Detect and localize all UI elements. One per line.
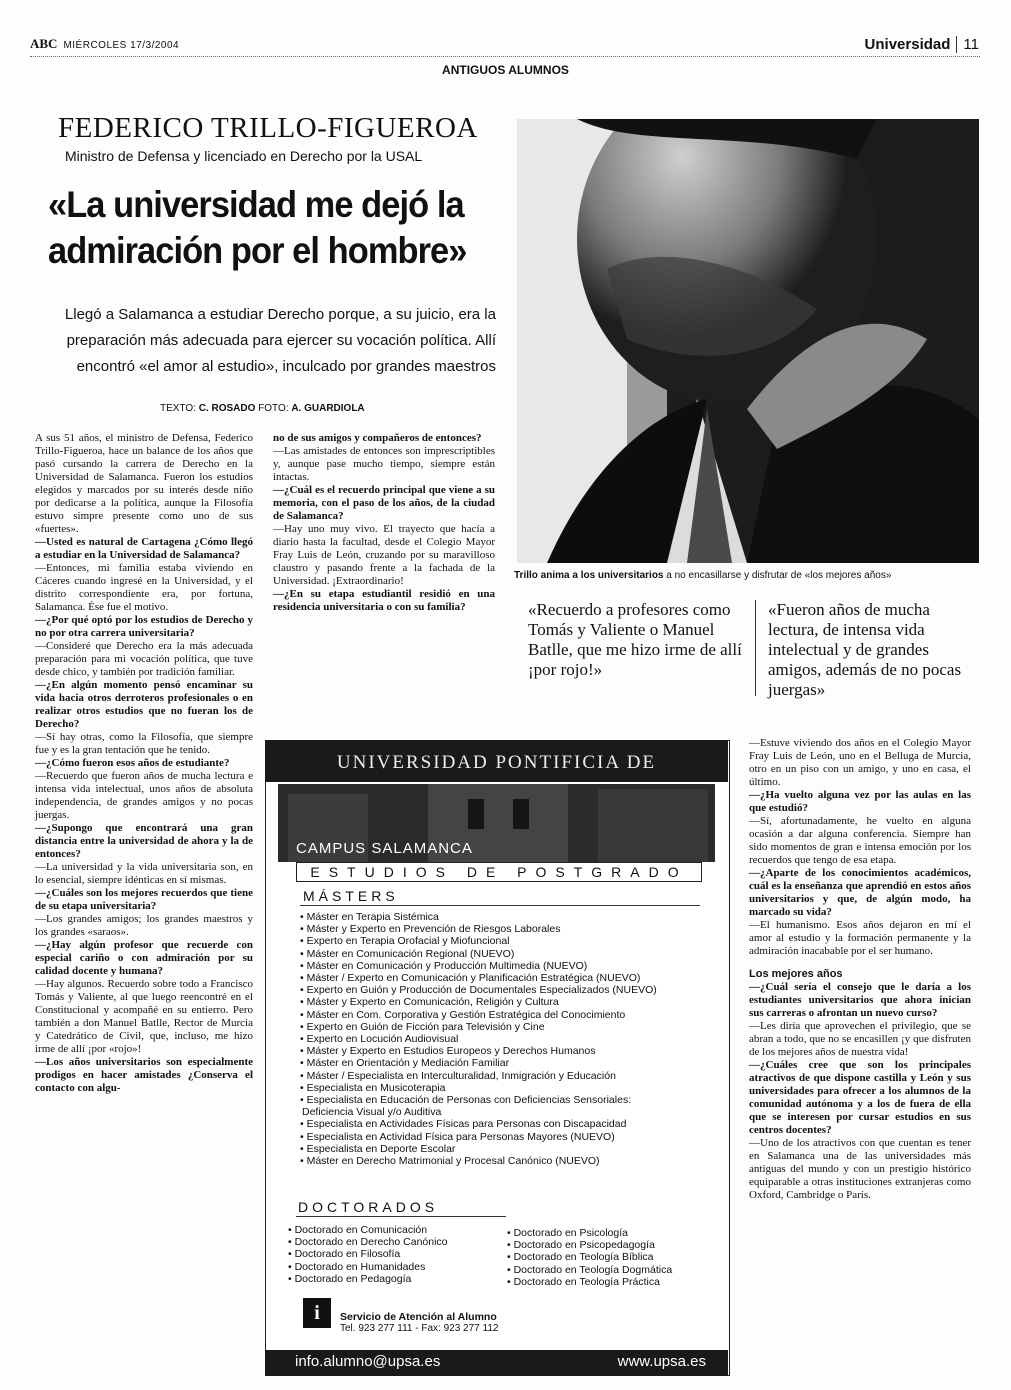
masters-item: • Experto en Locución Audiovisual (300, 1033, 720, 1045)
quote-divider (755, 600, 756, 696)
masters-item: • Máster y Experto en Comunicación, Religión y Cultura (300, 996, 720, 1008)
portrait-photo (517, 119, 979, 563)
masters-item: • Máster en Derecho Matrimonial y Procesal Canónico (NUEVO) (300, 1155, 720, 1167)
article-column-2 (273, 432, 495, 614)
doctorado-item: • Doctorado en Humanidades (288, 1261, 508, 1273)
masters-rule (300, 905, 700, 906)
interview-paragraph: —Sí, afortunadamente, he vuelto en alguna ocasión a dar alguna conferencia. Siempre han sido momentos de gran e intensa emoción por los recuerdos que tengo de esa etapa. (749, 815, 971, 866)
interviewee-subtitle: Ministro de Defensa y licenciado en Derecho por la USAL (65, 148, 423, 164)
masters-item: • Máster en Comunicación Regional (NUEVO) (300, 948, 720, 960)
doctorado-item: • Doctorado en Teología Dogmática (507, 1264, 717, 1276)
info-icon: i (303, 1298, 331, 1328)
interview-paragraph: —Uno de los atractivos con que cuentan es tener en Salamanca una de las universidades más antiguas del mundo y con un prestigio histórico equiparable a otras instituciones extranjeras como Oxford, Cambridge o París. (749, 1137, 971, 1201)
interview-question: —Usted es natural de Cartagena ¿Cómo llegó a estudiar en la Universidad de Salamanca? (35, 536, 253, 561)
doctorados-list-left (288, 1224, 508, 1285)
doctorado-item: • Doctorado en Derecho Canónico (288, 1236, 508, 1248)
masters-item: • Máster en Terapia Sistémica (300, 911, 720, 923)
masters-item-continuation: Deficiencia Visual y/o Auditiva (302, 1106, 442, 1119)
masters-item: • Especialista en Actividades Físicas para Personas con Discapacidad (300, 1118, 720, 1130)
advert-university-name: UNIVERSIDAD PONTIFICIA DE (265, 740, 728, 782)
article-column-1 (35, 432, 253, 1095)
interview-question: —¿Por qué optó por los estudios de Derecho y no por otra carrera universitaria? (35, 614, 253, 639)
advert-footer (265, 1350, 728, 1376)
interview-question: —¿En su etapa estudiantil residió en una residencia universitaria o con su familia? (273, 588, 495, 613)
masters-item: • Experto en Terapia Orofacial y Miofuncional (300, 935, 720, 947)
doctorado-item: • Doctorado en Psicología (507, 1227, 717, 1239)
masters-item: • Máster y Experto en Estudios Europeos y Derechos Humanos (300, 1045, 720, 1057)
postgrado-label: ESTUDIOS DE POSTGRADO (296, 862, 702, 882)
masters-item: • Máster y Experto en Prevención de Riesgos Laborales (300, 923, 720, 935)
interview-question: —¿Aparte de los conocimientos académicos, cuál es la enseñanza que aprendió en estos años universitarios y que, de algún modo, ha marcado su vida? (749, 867, 971, 918)
interview-question: —Los años universitarios son especialmente prodigos en hacer amistades ¿Conserva el contacto con algu- (35, 1056, 253, 1094)
standfirst: Llegó a Salamanca a estudiar Derecho porque, a su juicio, era la preparación más adecuada para ejercer su vocación política. Allí encontró «el amor al estudio», inculcado por grandes maestros (64, 306, 496, 375)
masters-item: • Experto en Guión de Ficción para Televisión y Cine (300, 1021, 720, 1033)
masters-item: • Máster en Comunicación y Producción Multimedia (NUEVO) (300, 960, 720, 972)
interview-question: no de sus amigos y compañeros de entonces? (273, 432, 482, 444)
interview-paragraph: —Consideré que Derecho era la más adecuada preparación para mi vocación política, que tuve desde chico, y también por tradición familiar. (35, 640, 253, 678)
interview-paragraph: —Les diría que aprovechen el privilegio, que se abran a todo, que no se encasillen ¡y que disfruten de los mejores años de nuestra vida! (749, 1020, 971, 1058)
interview-question: —¿Cómo fueron esos años de estudiante? (35, 757, 230, 769)
doctorado-item: • Doctorado en Comunicación (288, 1224, 508, 1236)
article-column-3 (749, 737, 971, 1202)
masters-item: • Especialista en Actividad Física para Personas Mayores (NUEVO) (300, 1131, 720, 1143)
interview-paragraph: —Los grandes amigos; los grandes maestros y los grandes «saraos». (35, 913, 253, 938)
interview-paragraph: A sus 51 años, el ministro de Defensa, Federico Trillo-Figueroa, hace un balance de los años que pasó cursando la carrera de Derecho en la Universidad de Salamanca. Fueron los estudios elegidos y marcados por su interés desde niño por dedicarse a la política, aunque la Filosofía estuvo simpre presente como uno de sus «fuertes». (35, 432, 253, 535)
pull-quote-2: «Fueron años de mucha lectura, de intensa vida intelectual y de grandes amigos, además de no pocas juergas» (768, 600, 962, 699)
interview-paragraph: —Hay uno muy vivo. El trayecto que hacía a diario hasta la facultad, desde el Colegio Mayor Fray Luis de León, cruzando por su maravilloso claustro y pasando frente a la fachada de la Universidad. ¡Extraordinario! (273, 523, 495, 587)
interview-question: —¿Cuáles cree que son los principales atractivos de que dispone castilla y León y sus universidades para ofrecer a los alumnos de la comunidad autónoma y a los de fuera de ella que se interesen por cursar estudios en sus centros docentes? (749, 1059, 971, 1136)
interview-paragraph: —Sí hay otras, como la Filosofía, que siempre fue y es la gran tentación que he tenido. (35, 731, 253, 756)
pull-quote-1: «Recuerdo a profesores como Tomás y Valiente o Manuel Batlle, que me hizo irme de allí ¡por rojo!» (528, 600, 742, 679)
issue-date: MIÉRCOLES 17/3/2004 (63, 40, 180, 51)
interview-paragraph: —Las amistades de entonces son imprescriptibles y, aunque pase mucho tiempo, siempre están intactas. (273, 445, 495, 483)
interview-paragraph: —El humanismo. Esos años dejaron en mí el amor al estudio y la formación permanente y la admiración inacabable por el ser humano. (749, 919, 971, 957)
interview-paragraph: —Estuve viviendo dos años en el Colegio Mayor Fray Luis de León, uno en el Belluga de Murcia, otro en un piso con un amigo, y uno en casa, el último. (749, 737, 971, 788)
interview-question: —¿Cuál sería el consejo que le daría a los estudiantes universitarios que ahora inician sus carreras o afrontan un nuevo curso? (749, 981, 971, 1019)
subheading: Los mejores años (749, 968, 843, 980)
masters-item: • Especialista en Deporte Escolar (300, 1143, 720, 1155)
doctorados-rule (296, 1216, 506, 1217)
interview-question: —¿Ha vuelto alguna vez por las aulas en las que estudió? (749, 789, 971, 814)
photo-caption: Trillo anima a los universitarios a no encasillarse y disfrutar de «los mejores años» (514, 570, 892, 581)
doctorado-item: • Doctorado en Teología Práctica (507, 1276, 717, 1288)
doctorado-item: • Doctorado en Filosofía (288, 1248, 508, 1260)
doctorados-list-right (507, 1227, 717, 1288)
doctorado-item: • Doctorado en Teología Bíblica (507, 1251, 717, 1263)
masters-item: • Máster en Com. Corporativa y Gestión Estratégica del Conocimiento (300, 1009, 720, 1021)
masters-item: • Máster / Experto en Comunicación y Planificación Estratégica (NUEVO) (300, 972, 720, 984)
student-service: Servicio de Atención al Alumno Tel. 923 277 111 - Fax: 923 277 112 (340, 1311, 499, 1334)
masters-heading: MÁSTERS (303, 888, 399, 904)
masters-item: • Especialista en Educación de Personas con Deficiencias Sensoriales: (300, 1094, 720, 1106)
interview-question: —¿Cuáles son los mejores recuerdos que tiene de su etapa universitaria? (35, 887, 253, 912)
interview-paragraph: —Hay algunos. Recuerdo sobre todo a Francisco Tomás y Valiente, al que luego reencontré en el Constitucional y acompañé en su entierro. Pero también a don Manuel Batlle, Rector de Murcia y Catedrático de Civil, que, incluso, me hizo irme de allí ¡por «rojo»! (35, 978, 253, 1055)
interview-paragraph: —Entonces, mi familia estaba viviendo en Cáceres cuando ingresé en la Universidad, y el distrito correspondiente era, por fortuna, Salamanca. Ése fue el motivo. (35, 562, 253, 613)
interview-question: —¿Supongo que encontrará una gran distancia entre la universidad de ahora y la de entonces? (35, 822, 253, 860)
doctorado-item: • Doctorado en Psicopedagogía (507, 1239, 717, 1251)
interview-question: —¿Hay algún profesor que recuerde con especial cariño o con admiración por su calidad docente y humana? (35, 939, 253, 977)
doctorados-heading: DOCTORADOS (298, 1199, 439, 1215)
masters-item: • Experto en Guión y Producción de Documentales Especializados (NUEVO) (300, 984, 720, 996)
advert-email[interactable]: info.alumno@upsa.es (295, 1353, 441, 1370)
doctorado-item: • Doctorado en Pedagogía (288, 1273, 508, 1285)
masters-item: • Especialista en Musicoterapia (300, 1082, 720, 1094)
advert-website[interactable]: www.upsa.es (617, 1353, 706, 1370)
masters-item: • Máster en Orientación y Mediación Familiar (300, 1057, 720, 1069)
headline: «La universidad me dejó la admiración por el hombre» (48, 184, 467, 271)
interview-paragraph: —La universidad y la vida universitaria son, en lo esencial, siempre idénticas en sí mismas. (35, 861, 253, 886)
interviewee-name: FEDERICO TRILLO-FIGUEROA (58, 112, 478, 144)
masters-item: • Máster / Especialista en Interculturalidad, Inmigración y Educación (300, 1070, 720, 1082)
campus-label: CAMPUS SALAMANCA (296, 840, 473, 857)
page-number: 11 (956, 36, 979, 53)
interview-question: —¿Cuál es el recuerdo principal que viene a su memoria, con el paso de los años, de la ciudad de Salamanca? (273, 484, 495, 522)
section-name: Universidad 11 (864, 36, 979, 53)
masters-list (300, 911, 720, 1167)
interview-question: —¿En algún momento pensó encaminar su vida hacia otros derroteros profesionales o en realizar otros estudios que no fueran los de Derecho? (35, 679, 253, 730)
paper-name: ABC MIÉRCOLES 17/3/2004 (30, 36, 180, 51)
credits: TEXTO: C. ROSADO FOTO: A. GUARDIOLA (160, 403, 365, 414)
interview-paragraph: —Recuerdo que fueron años de mucha lectura e intensa vida intelectual, unos años de absoluta independencia, de grandes amigos y no pocas juergas. (35, 770, 253, 821)
section-label: ANTIGUOS ALUMNOS (442, 63, 569, 77)
